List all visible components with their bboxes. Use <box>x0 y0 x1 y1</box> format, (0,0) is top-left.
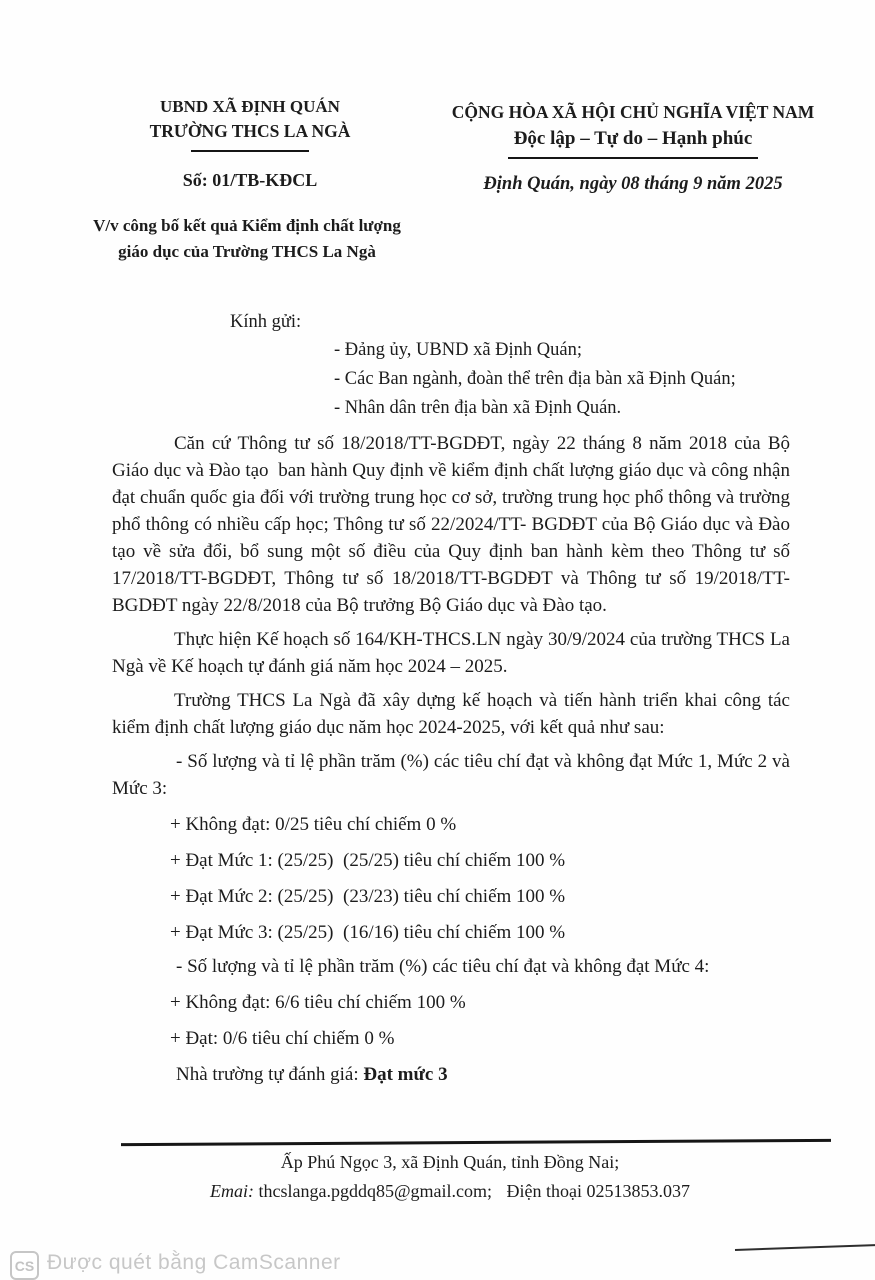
plus-item: + Không đạt: 0/25 tiêu chí chiếm 0 % <box>170 814 457 835</box>
self-evaluation-value: Đạt mức 3 <box>363 1064 448 1085</box>
phone-value: Điện thoại 02513853.037 <box>506 1181 691 1201</box>
plus-item: + Đạt Mức 2: (25/25) (23/23) tiêu chí chiếm 100 % <box>170 886 566 907</box>
footer-contact-block <box>110 1148 790 1206</box>
recipient-item: - Nhân dân trên địa bàn xã Định Quán. <box>334 398 622 418</box>
plus-item: + Đạt Mức 3: (25/25) (16/16) tiêu chí chiếm 100 % <box>170 922 566 943</box>
recipient-item: - Các Ban ngành, đoàn thể trên địa bàn xã Định Quán; <box>334 369 736 389</box>
document-body <box>112 300 790 1088</box>
recipient-list <box>334 336 790 423</box>
email-value: thcslanga.pgddq85@gmail.com; <box>258 1181 493 1201</box>
footer-divider-line <box>121 1139 831 1146</box>
recipient-item: - Đảng ủy, UBND xã Định Quán; <box>334 340 582 360</box>
motto-underline <box>508 157 758 159</box>
subject-line-1: V/v công bố kết quả Kiểm định chất lượng <box>93 216 401 235</box>
email-label: Emai: <box>209 1181 254 1201</box>
plus-item: + Đạt: 0/6 tiêu chí chiếm 0 % <box>170 1028 395 1049</box>
camscanner-logo-icon: CS <box>10 1251 39 1280</box>
salutation-label: Kính gửi: <box>230 312 302 332</box>
camscanner-label: Được quét bằng CamScanner <box>47 1251 341 1274</box>
issuer-block <box>110 95 390 191</box>
paragraph-results-intro: Trường THCS La Ngà đã xây dựng kế hoạch và tiến hành triển khai công tác kiểm định chất lượng giáo dục năm học 2024-2025, với kết quả như sau: <box>112 690 790 738</box>
plus-item: + Đạt Mức 1: (25/25) (25/25) tiêu chí chiếm 100 % <box>170 850 566 871</box>
footer-address: Ấp Phú Ngọc 3, xã Định Quán, tỉnh Đồng Nai; <box>280 1152 620 1172</box>
subject-block <box>62 213 432 265</box>
footer-contact-line <box>110 1177 790 1206</box>
self-evaluation-line <box>112 1061 790 1088</box>
paragraph-plan: Thực hiện Kế hoạch số 164/KH-THCS.LN ngày 30/9/2024 của trường THCS La Ngà về Kế hoạch tự đánh giá năm học 2024 – 2025. <box>112 629 790 677</box>
dash-item-level-4: - Số lượng và tỉ lệ phần trăm (%) các tiêu chí đạt và không đạt Mức 4: <box>176 956 710 977</box>
national-title: CỘNG HÒA XÃ HỘI CHỦ NGHĨA VIỆT NAM <box>451 102 815 122</box>
camscanner-watermark <box>0 1246 875 1280</box>
national-motto: Độc lập – Tự do – Hạnh phúc <box>513 128 753 149</box>
issuer-underline <box>191 150 309 152</box>
document-number: Số: 01/TB-KĐCL <box>182 170 318 190</box>
paragraph-legal-basis: Căn cứ Thông tư số 18/2018/TT-BGDĐT, ngày 22 tháng 8 năm 2018 của Bộ Giáo dục và Đào tạo ban hành Quy định về kiểm định chất lượng giáo dục và công nhận đạt chuẩn quốc gia đối với trường trung học cơ sở, trường trung học phổ thông và trường phổ thông có nhiều cấp học; Thông tư số 22/2024/TT- BGDĐT của Bộ Giáo dục và Đào tạo về sửa đổi, bổ sung một số điều của Quy định ban hành kèm theo Thông tư số 17/2018/TT-BGDĐT, Thông tư số 18/2018/TT-BGDĐT và Thông tư số 19/2018/TT-BGDĐT ngày 22/8/2018 của Bộ trưởng Bộ Giáo dục và Đào tạo. <box>112 433 790 616</box>
place-dateline: Định Quán, ngày 08 tháng 9 năm 2025 <box>483 174 783 194</box>
plus-item: + Không đạt: 6/6 tiêu chí chiếm 100 % <box>170 992 466 1013</box>
national-header-block <box>418 100 848 195</box>
issuer-org-line: UBND XÃ ĐỊNH QUÁN <box>160 97 340 116</box>
self-evaluation-label: Nhà trường tự đánh giá: <box>176 1064 364 1085</box>
issuer-school-line: TRƯỜNG THCS LA NGÀ <box>149 121 351 141</box>
dash-item-levels-123: - Số lượng và tỉ lệ phần trăm (%) các tiêu chí đạt và không đạt Mức 1, Mức 2 và Mức 3: <box>112 751 790 799</box>
subject-line-2: giáo dục của Trường THCS La Ngà <box>118 242 376 261</box>
